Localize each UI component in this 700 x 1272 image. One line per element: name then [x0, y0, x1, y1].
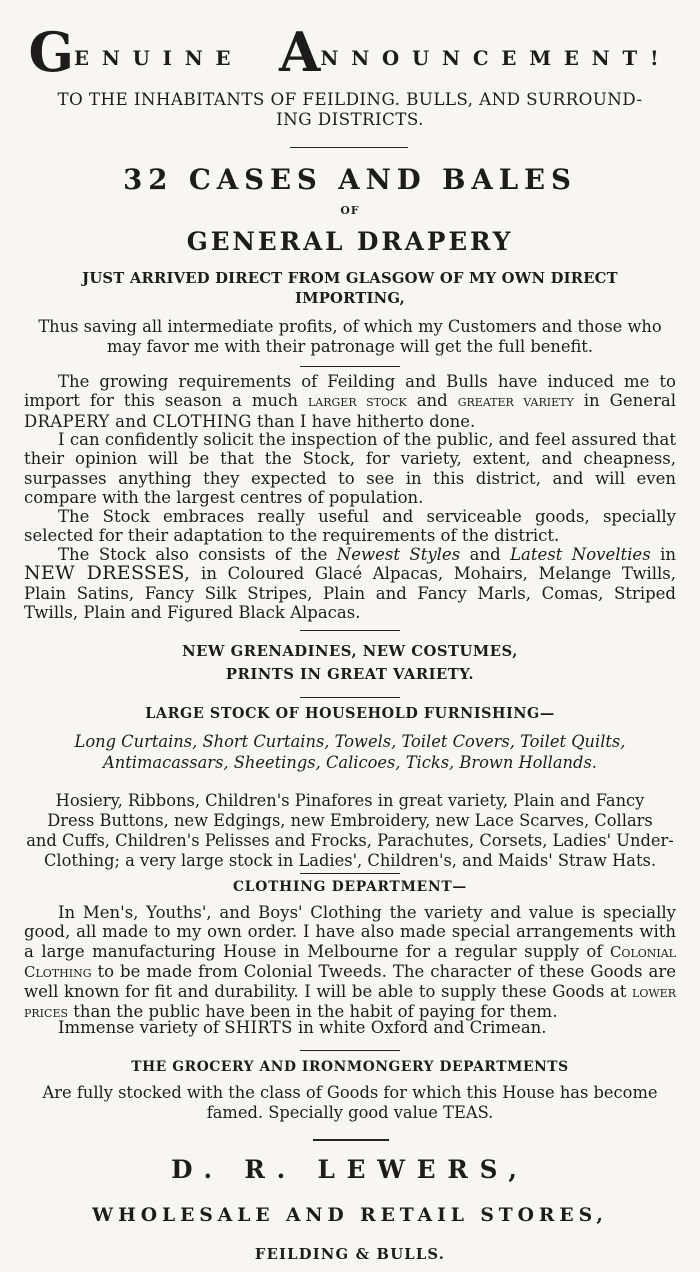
paragraph-stock: The Stock embraces really useful and serviceable goods, specially selected for their adaptation to the requirements of the district. [24, 507, 676, 546]
household-items [0, 731, 700, 773]
clothing-department-heading: CLOTHING DEPARTMENT— [233, 879, 467, 895]
paragraph-shirts: Immense variety of SHIRTS in white Oxford and Crimean. [58, 1018, 547, 1037]
hosiery-line-4: Clothing; a very large stock in Ladies', Children's, and Maids' Straw Hats. [43, 851, 657, 870]
grocery-line-1: Are fully stocked with the class of Goods for which this House has become [42, 1083, 658, 1102]
grenadines-line: NEW GRENADINES, NEW COSTUMES, [182, 642, 518, 660]
grocery-section [0, 1083, 700, 1123]
divider [300, 697, 400, 698]
arrived-line-1: JUST ARRIVED DIRECT FROM GLASGOW OF MY OWN DIRECT [82, 269, 618, 287]
inhabitants-line-2: ING DISTRICTS. [276, 110, 424, 130]
paragraph-requirements: The growing requirements of Feilding and Bulls have induced me to import for this season a much larger stock and greater variety in General DRAPERY and CLOTHING than I have hitherto done. [24, 372, 677, 431]
divider [300, 873, 400, 874]
announcement-initial: A [279, 20, 321, 84]
location-line: FEILDING & BULLS. [254, 1245, 446, 1263]
divider [290, 147, 408, 148]
inhabitants-heading [0, 90, 700, 130]
household-line-1: Long Curtains, Short Curtains, Towels, Toilet Covers, Toilet Quilts, [74, 732, 626, 751]
prints-line: PRINTS IN GREAT VARIETY. [225, 665, 475, 683]
hosiery-line-2: Dress Buttons, new Edgings, new Embroidery, new Lace Scarves, Collars [47, 811, 653, 830]
arrived-subheading [0, 268, 700, 308]
divider [300, 366, 400, 367]
general-drapery-headline: GENERAL DRAPERY [186, 227, 514, 256]
stores-line: WHOLESALE AND RETAIL STORES, [92, 1204, 608, 1226]
genuine-initial: G [28, 20, 74, 84]
inhabitants-line-1: TO THE INHABITANTS OF FEILDING. BULLS, AND SURROUND- [57, 90, 643, 110]
of-label: OF [340, 204, 360, 217]
divider [300, 1050, 400, 1051]
grocery-line-2: famed. Specially good value TEAS. [206, 1103, 494, 1122]
saving-line-2: may favor me with their patronage will get the full benefit. [106, 337, 594, 356]
merchant-name: D. R. LEWERS, [171, 1155, 529, 1184]
household-line-2: Antimacassars, Sheetings, Calicoes, Ticks, Brown Hollands. [103, 753, 597, 772]
arrived-line-2: IMPORTING, [295, 289, 405, 307]
grocery-heading: THE GROCERY AND IRONMONGERY DEPARTMENTS [131, 1059, 569, 1075]
divider [300, 630, 400, 631]
genuine-rest: ENUINE [73, 46, 244, 70]
announcement-rest: NNOUNCEMENT! [320, 46, 672, 70]
paragraph-new-dresses: The Stock also consists of the Newest Styles and Latest Novelties in NEW DRESSES, in Coloured Glacé Alpacas, Mohairs, Melange Twills, Plain Satins, Fancy Silk Stripes, Plain and Fancy Marls, Comas, Striped Twills, Plain and Figured Black Alpacas. [24, 545, 677, 622]
divider [313, 1139, 389, 1141]
paragraph-inspection: I can confidently solicit the inspection of the public, and feel assured that their opinion will be that the Stock, for variety, extent, and cheapness, surpasses anything they expected to see in this district, and will even compare with the largest centres of population. [24, 430, 676, 507]
paragraph-clothing: In Men's, Youths', and Boys' Clothing the variety and value is specially good, all made to my own order. I have also made special arrangements with a large manufacturing House in Melbourne for a regular supply of Colonial Clothing to be made from Colonial Tweeds. The character of these Goods are well known for fit and durability. I will be able to supply these Goods at lower prices than the public have been in the habit of paying for them. [24, 903, 676, 1022]
announcement-title [5, 20, 695, 84]
saving-statement [0, 317, 700, 357]
household-heading: LARGE STOCK OF HOUSEHOLD FURNISHING— [145, 705, 555, 722]
hosiery-section [0, 791, 700, 871]
cases-headline: 32 CASES AND BALES [123, 163, 577, 196]
hosiery-line-3: and Cuffs, Children's Pelisses and Frocks, Parachutes, Corsets, Ladies' Under- [26, 831, 674, 850]
hosiery-line-1: Hosiery, Ribbons, Children's Pinafores in great variety, Plain and Fancy [55, 791, 645, 810]
saving-line-1: Thus saving all intermediate profits, of which my Customers and those who [38, 317, 662, 336]
grenadines-section [0, 640, 700, 686]
